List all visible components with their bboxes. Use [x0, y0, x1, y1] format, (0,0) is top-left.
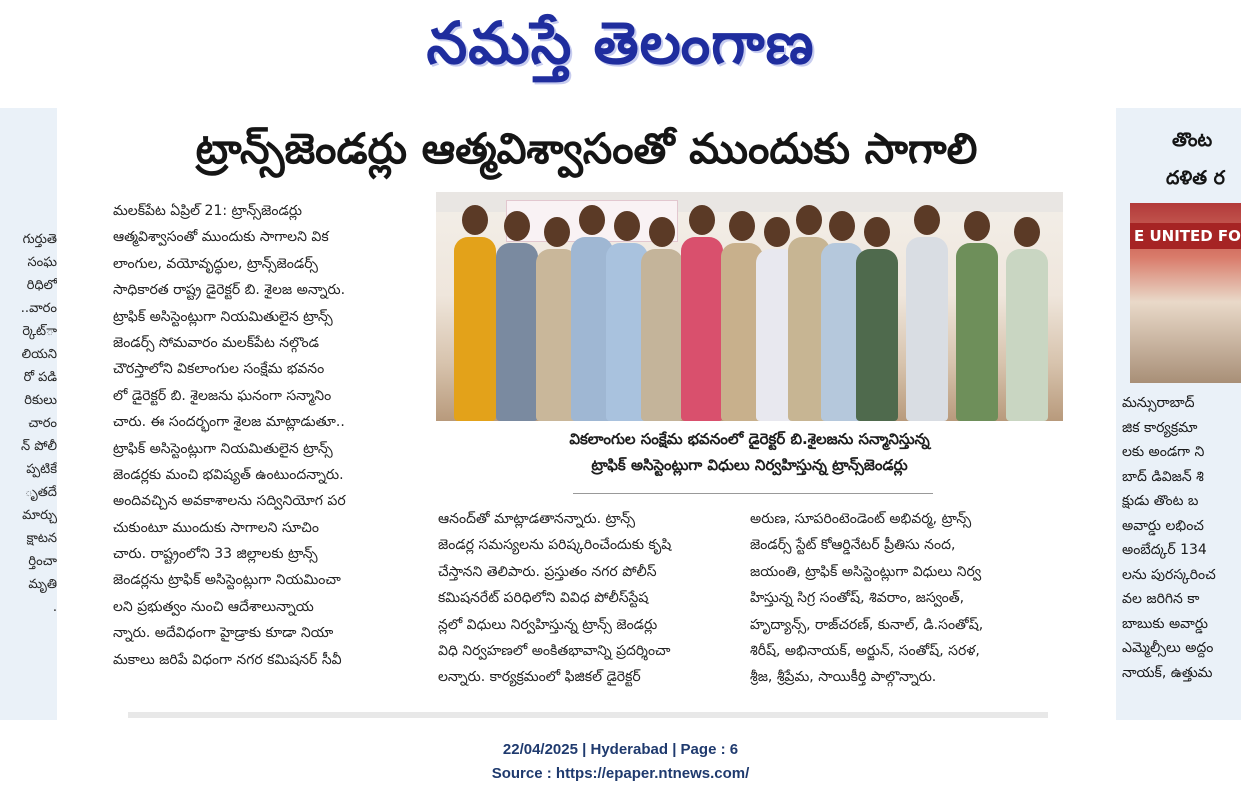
article-headline: ట్రాన్స్‌జెండర్లు ఆత్మవిశ్వాసంతో ముందుకు సాగాలి	[195, 124, 978, 173]
right-article-text-line: మన్సురాబాద్	[1122, 395, 1195, 411]
caption-divider	[573, 493, 933, 494]
right-article-text-line: అవార్డు లభించ	[1122, 517, 1204, 534]
left-clipped-text-line: రిధిలో	[26, 278, 57, 293]
article-text-line: హిస్తున్న సిగ్ర సంతోష్, శివరాం, జస్వంత్,	[750, 590, 965, 607]
footer-date-location: 22/04/2025 | Hyderabad | Page : 6	[502, 741, 739, 758]
article-text-line: న్లలో విధులు నిర్వహిస్తున్న ట్రాన్స్ జెండర్లు	[438, 616, 658, 633]
article-text-line: చారు. ఈ సందర్భంగా శైలజ మాట్లాడుతూ..	[113, 414, 345, 431]
photo-caption	[436, 426, 1063, 478]
left-clipped-text-line: చారం	[28, 416, 57, 431]
left-clipped-text-line: సంఘ	[27, 255, 57, 270]
article-text-line: చుకుంటూ ముందుకు సాగాలని సూచిం	[113, 519, 319, 536]
right-article-text-line: బాద్ డివిజన్ శి	[1122, 468, 1204, 485]
photo-person-head	[544, 217, 570, 247]
article-text-line: లో డైరెక్టర్ బి. శైలజను ఘనంగా సన్మానిం	[113, 387, 332, 404]
photo-person	[496, 243, 538, 421]
left-clipped-text-line: క్షాటన	[26, 531, 57, 546]
article-text-line: జెండర్లను ట్రాఫిక్ అసిస్టెంట్లుగా నియమించా	[113, 572, 341, 589]
photo-person-head	[829, 211, 855, 241]
photo-person-head	[764, 217, 790, 247]
photo-person	[906, 237, 948, 421]
photo-person-head	[614, 211, 640, 241]
photo-person-head	[1014, 217, 1040, 247]
article-column-3	[750, 506, 1063, 691]
article-text-line: అరుణ, సూపరింటెండెంట్ అభివర్మ, ట్రాన్స్	[750, 511, 972, 527]
footer-source-link[interactable]: Source : https://epaper.ntnews.com/	[491, 765, 750, 782]
right-article-headline-1: తొంట	[1172, 129, 1213, 151]
article-text-line: జెండర్ల సమస్యలను పరిష్కరించేందుకు కృషి	[438, 537, 672, 554]
left-clipped-text	[0, 228, 57, 698]
photo-person	[454, 237, 496, 421]
left-clipped-text-line: .	[52, 600, 57, 615]
photo-caption-line-2: ట్రాఫిక్ అసిస్టెంట్లుగా విధులు నిర్వహిస్తున్న ట్రాన్స్‌జెండర్లు	[591, 456, 908, 474]
article-text-line: న్నారు. అదేవిధంగా హైడ్రాకు కూడా నియా	[113, 625, 334, 642]
right-article-text-line: లకు అండగా ని	[1122, 444, 1205, 460]
photo-caption-line-1: వికలాంగుల సంక్షేమ భవనంలో డైరెక్టర్ బి.శైలజను సన్మానిస్తున్న	[569, 430, 930, 448]
right-article-text-line: ఎమ్మెల్సీలు అద్దం	[1122, 640, 1214, 656]
photo-person-head	[689, 205, 715, 235]
left-clipped-text-line: ార్కెట్	[22, 324, 57, 339]
article	[58, 108, 1115, 720]
page-footer	[0, 738, 1241, 786]
article-text-line: విధి నిర్వహణలో అంకితభావాన్ని ప్రదర్శించా	[438, 642, 671, 659]
right-adjacent-article	[1116, 108, 1241, 720]
left-clipped-text-line: మృతి	[28, 577, 57, 592]
left-clipped-text-line: రో పడి	[23, 370, 57, 385]
photo-person	[1006, 249, 1048, 421]
right-photo-banner-text: E UNITED FO	[1130, 223, 1241, 249]
left-clipped-text-line: గుర్తుతె	[22, 232, 57, 247]
article-text-line: చౌరస్తాలోని వికలాంగుల సంక్షేమ భవనం	[113, 361, 325, 378]
article-text-line: జెండర్లకు మంచి భవిష్యత్ ఉంటుందన్నారు.	[113, 466, 344, 483]
photo-person-head	[796, 205, 822, 235]
left-clipped-text-line: మార్చు	[22, 508, 57, 523]
right-article-text	[1122, 391, 1241, 685]
article-text-line: ట్రాఫిక్ అసిస్టెంట్లుగా నియమితులైన ట్రాన్స్	[113, 308, 333, 325]
article-text-line: జయంతి, ట్రాఫిక్ అసిస్టెంట్లుగా విధులు నిర్వ	[750, 563, 982, 580]
article-text-line: జెండర్స్ సోమవారం మలక్‌పేట నల్గొండ	[113, 334, 319, 351]
article-text-line: శ్రీజ, శ్రీప్రేమ, సాయికీర్తి పాల్గొన్నారు.	[750, 669, 937, 686]
left-clipped-text-line: ర్తించా	[28, 554, 57, 569]
photo-person-head	[504, 211, 530, 241]
photo-person-head	[964, 211, 990, 241]
right-article-text-line: జిక కార్యక్రమా	[1122, 419, 1198, 436]
left-clipped-text-line: రికులు	[24, 393, 57, 408]
article-text-line: సాధికారత రాష్ట్ర డైరెక్టర్ బి. శైలజ అన్నారు.	[113, 282, 346, 299]
article-text-line: అందివచ్చిన అవకాశాలను సద్వినియోగ పర	[113, 493, 346, 510]
next-article-top-edge	[128, 712, 1048, 718]
photo-person-head	[729, 211, 755, 241]
photo-person	[956, 243, 998, 421]
left-clipped-text-line: ప్పటికే	[26, 462, 57, 477]
right-article-text-line: వల జరిగిన కా	[1122, 591, 1200, 607]
right-article-text-line: నాయక్, ఉత్తుమ	[1122, 664, 1213, 681]
photo-person	[681, 237, 723, 421]
article-text-line: కమిషనరేట్ పరిధిలోని వివిధ పోలీస్‌స్టేష	[438, 590, 649, 607]
photo-person-head	[649, 217, 675, 247]
article-text-line: లాంగుల, వయోవృద్ధుల, ట్రాన్స్‌జెండర్స్	[113, 255, 318, 272]
article-text-line: చేస్తానని తెలిపారు. ప్రస్తుతం నగర పోలీస్	[438, 563, 657, 580]
photo-person-head	[579, 205, 605, 235]
masthead-logo: నమస్తే తెలంగాణ	[426, 8, 815, 77]
left-clipped-text-line: న్ పోలీ	[20, 439, 57, 454]
photo-person	[641, 249, 683, 421]
photo-person	[856, 249, 898, 421]
photo-person-head	[462, 205, 488, 235]
right-article-text-line: లను పురస్కరించ	[1122, 566, 1216, 583]
article-photo	[436, 192, 1063, 421]
article-column-1	[113, 198, 435, 673]
article-column-2	[438, 506, 736, 691]
photo-person-head	[864, 217, 890, 247]
left-clipped-text-line: లియని	[21, 347, 57, 362]
right-article-text-line: అంబేద్కర్ 134	[1122, 542, 1207, 558]
article-text-line: మకాలు జరిపే విధంగా నగర కమిషనర్ సీవీ	[113, 651, 342, 668]
article-text-line: మలక్‌పేట ఏప్రిల్ 21: ట్రాన్స్‌జెండర్లు	[113, 203, 302, 219]
article-text-line: లన్నారు. కార్యక్రమంలో ఫిజికల్ డైరెక్టర్	[438, 669, 641, 686]
article-text-line: లని ప్రభుత్వం నుంచి ఆదేశాలున్నాయ	[113, 598, 314, 615]
left-clipped-text-line: ృతదే	[24, 485, 57, 500]
article-text-line: ట్రాఫిక్ అసిస్టెంట్లుగా నియమితులైన ట్రాన్స్	[113, 440, 333, 457]
photo-person-head	[914, 205, 940, 235]
right-article-text-line: బాబుకు అవార్డు	[1122, 615, 1208, 632]
right-article-text-line: క్షుడు తొంట బ	[1122, 493, 1199, 509]
masthead	[0, 0, 1241, 100]
article-text-line: ఆనంద్‌తో మాట్లాడతానన్నారు. ట్రాన్స్	[438, 511, 636, 527]
article-text-line: ఆత్మవిశ్వాసంతో ముందుకు సాగాలని విక	[113, 229, 329, 246]
article-text-line: హృద్యాన్స్, రాజ్‌చరణ్, కునాల్, డి.సంతోష్,	[750, 616, 984, 633]
article-text-line: శిరీష్, అభినాయక్, అర్జున్, సంతోష్, సరళ,	[750, 642, 980, 659]
article-text-line: చారు. రాష్ట్రంలోని 33 జిల్లాలకు ట్రాన్స్	[113, 546, 318, 563]
right-article-photo	[1130, 203, 1241, 383]
article-text-line: జెండర్స్ స్టేట్ కోఆర్డినేటర్ ప్రీతిసు నంద,	[750, 537, 956, 554]
left-clipped-text-line: వారం..	[20, 301, 57, 316]
right-article-headline-2: దళిత ర	[1166, 167, 1225, 189]
